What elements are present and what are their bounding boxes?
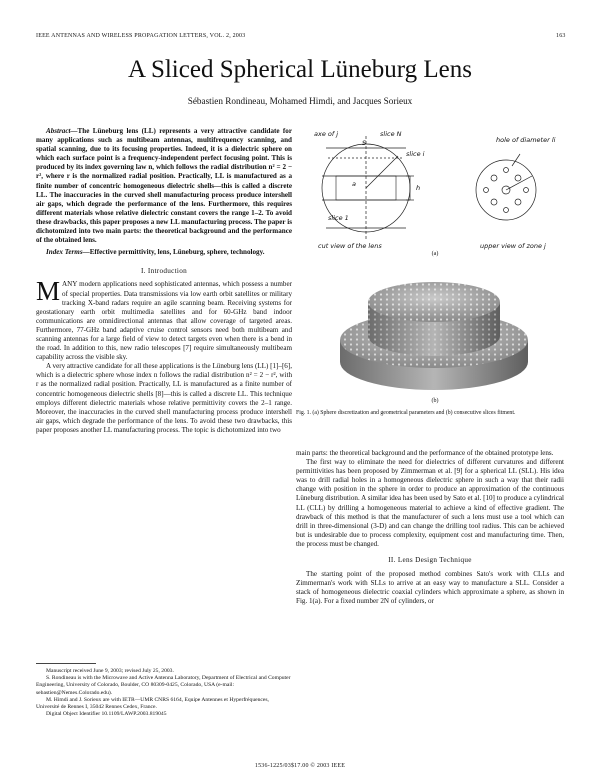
section-heading-introduction: I. Introduction [140,267,188,276]
label-slice-i: slice i [406,150,425,158]
label-hole-diameter: hole of diameter li [496,136,556,144]
label-slice-1: slice 1 [328,214,349,222]
label-a: a [352,180,356,188]
intro-paragraph-1 [36,276,292,362]
label-axe: axe of j [314,130,339,138]
figure-1a-label: (a) [431,251,439,257]
footnote-received: Manuscript received June 9, 2003; revised July 25, 2003. [46,668,174,674]
label-s: S [362,139,367,147]
drop-cap: M [36,276,61,307]
figure-1b [336,262,532,396]
footnote-rondineau: S. Rondineau is with the Microwave and Active Antenna Laboratory, Department of Electrical and Computer Engineering, University of Colorado, Boulder, CO 80309-0425, Colorado, USA (e-mail: sebastien@Nemes.Colorado.edu). [36,675,291,696]
index-terms-text: Effective permittivity, lens, Lüneburg, sphere, technology. [89,248,265,257]
copyright-footer: 1536-1225/03$17.00 © 2003 IEEE [254,763,346,769]
sphere-discretization-diagram [306,128,564,258]
footnote-rule [36,663,96,664]
abstract-label: Abstract— [46,127,78,135]
figure-1a [306,128,564,258]
footnote-himdi-sorieux: M. Himdi and J. Sorieux are with IETR—UMR CNRS 6164, Equipe Antennes et Hyperfréquences, Université de Rennes I, 35042 Rennes Cedex, France. [36,696,269,711]
footnote-doi: Digital Object Identifier 10.1109/LAWP.2003.819045 [46,711,167,718]
label-upper-view: upper view of zone j [480,242,546,250]
intro-paragraph-2: A very attractive candidate for all these applications is the Lüneburg lens (LL) [1]–[6], which is a dielectric sphere whose index n follows the radial distribution n² = 2 − r², with r as the normalized radial position. Practically, LL is manufactured as a finite number of concentric homogeneous dielectric shells [8]—this is called a discrete LL. This technique employs different dielectric materials whose relative permittivity covers the 2–1 range. Moreover, the inaccuracies in the curved shell manufacturing process produce intershell air gaps, which degrade the performance of the lens. To avoid these two drawbacks, this paper proposes another LL manufacturing process. The topic is dichotomized into two [36,362,292,434]
right-column [296,449,564,607]
page-number: 163 [556,33,566,39]
figure-caption: Fig. 1. (a) Sphere discretization and geometrical parameters and (b) consecutive slices fitment. [296,410,516,416]
right-paragraph-starting-point: The starting point of the proposed method combines Sato's work with CLLs and Zimmerman's work with SLLs to arrive at an easy way to manufacture a SLL. Consider a stack of homogeneous dielectric coaxial cylinders which approximate a sphere, as shown in Fig. 1(a). For a fixed number 2N of cylinders, or [296,570,564,606]
label-slice-n: slice N [380,130,402,138]
author-list: Sébastien Rondineau, Mohamed Himdi, and Jacques Sorieux [187,96,413,106]
lens-slices-render [336,262,532,396]
label-h: h [416,184,421,192]
intro-paragraph-1-text: ANY modern applications need sophisticated antennas, which possess a number of special properties. Data transmissions via low earth orbit satellites or military tracking X-band radars require an agile scanning beam. Receiving systems for geostationary earth orbit multimedia satellites and for 60-GHz band indoor communications are omnidirectional antennas that allow coverage of targeted areas. Furthermore, 77-GHz band adaptive cruise control sensors need both multibeam and scanning antennas for a large field of view to detect targets even when there is a bend in the road. In addition to this, new radio telescopes [7] require simultaneously multibeam capability across the visible sky. [36,280,292,362]
journal-header: IEEE ANTENNAS AND WIRELESS PROPAGATION LETTERS, VOL. 2, 2003 [36,33,246,39]
index-terms-label: Index Terms— [46,248,90,257]
right-paragraph-zimmerman: The first way to eliminate the need for dielectrics of different curvatures and different permittivities has been proposed by Zimmerman et al. [9] for a spherical LL (SLL). His idea was to drill radial holes in a homogeneous dielectric sphere in such a way that their radii change with position in the sphere in order to produce an approximation of the continuous Lüneburg distribution. A similar idea has been used by Sato et al. [10] to produce a cylindrical LL (CLL) by drilling a homogeneous material to achieve a kind of effective gradient. The drawback of this method is that the manufacturer of such a lens must use a tool which can drill in three-dimensional (3-D) and can change the drilling tool radius. This can be achieved but is undesirable due to process complexity, equipment cost and manufacturing time. Then, the process must be changed. [296,458,564,548]
paper-title: A Sliced Spherical Lüneburg Lens [128,56,472,83]
abstract-text: The Lüneburg lens (LL) represents a very attractive candidate for many applications such as multibeam antennas, multifrequency scanning, and spatial scanning, due to its focusing properties. Indeed, it is a dielectric sphere on which each surface point is a frequency-independent perfect focusing point. This is produced by its index governing law n, which follows the radial distribution n² = 2 − r², where r is the normalized radial position. Practically, LL is manufactured as a finite number of concentric homogeneous dielectric shells—this is called a discrete LL. The inaccuracies in the curved shell manufacturing process produce intershell air gaps, which degrade the performance of the lens. Furthermore, this requires different materials whose relative dielectric constant covers the range 1–2. To avoid these drawbacks, this paper proposes a new LL manufacturing process. The paper is dichotomized into two main parts: the theoretical background and the performance of the obtained lens. [36,127,292,245]
left-column [36,127,292,435]
right-paragraph-continuation: main parts: the theoretical background and the performance of the obtained prototype lens. [296,449,554,457]
abstract [36,127,292,245]
section-heading-lens-design: II. Lens Design Technique [388,556,472,565]
figure-1b-label: (b) [431,398,439,404]
footnotes [36,668,292,718]
index-terms [36,248,292,257]
label-cut-view: cut view of the lens [318,242,382,250]
